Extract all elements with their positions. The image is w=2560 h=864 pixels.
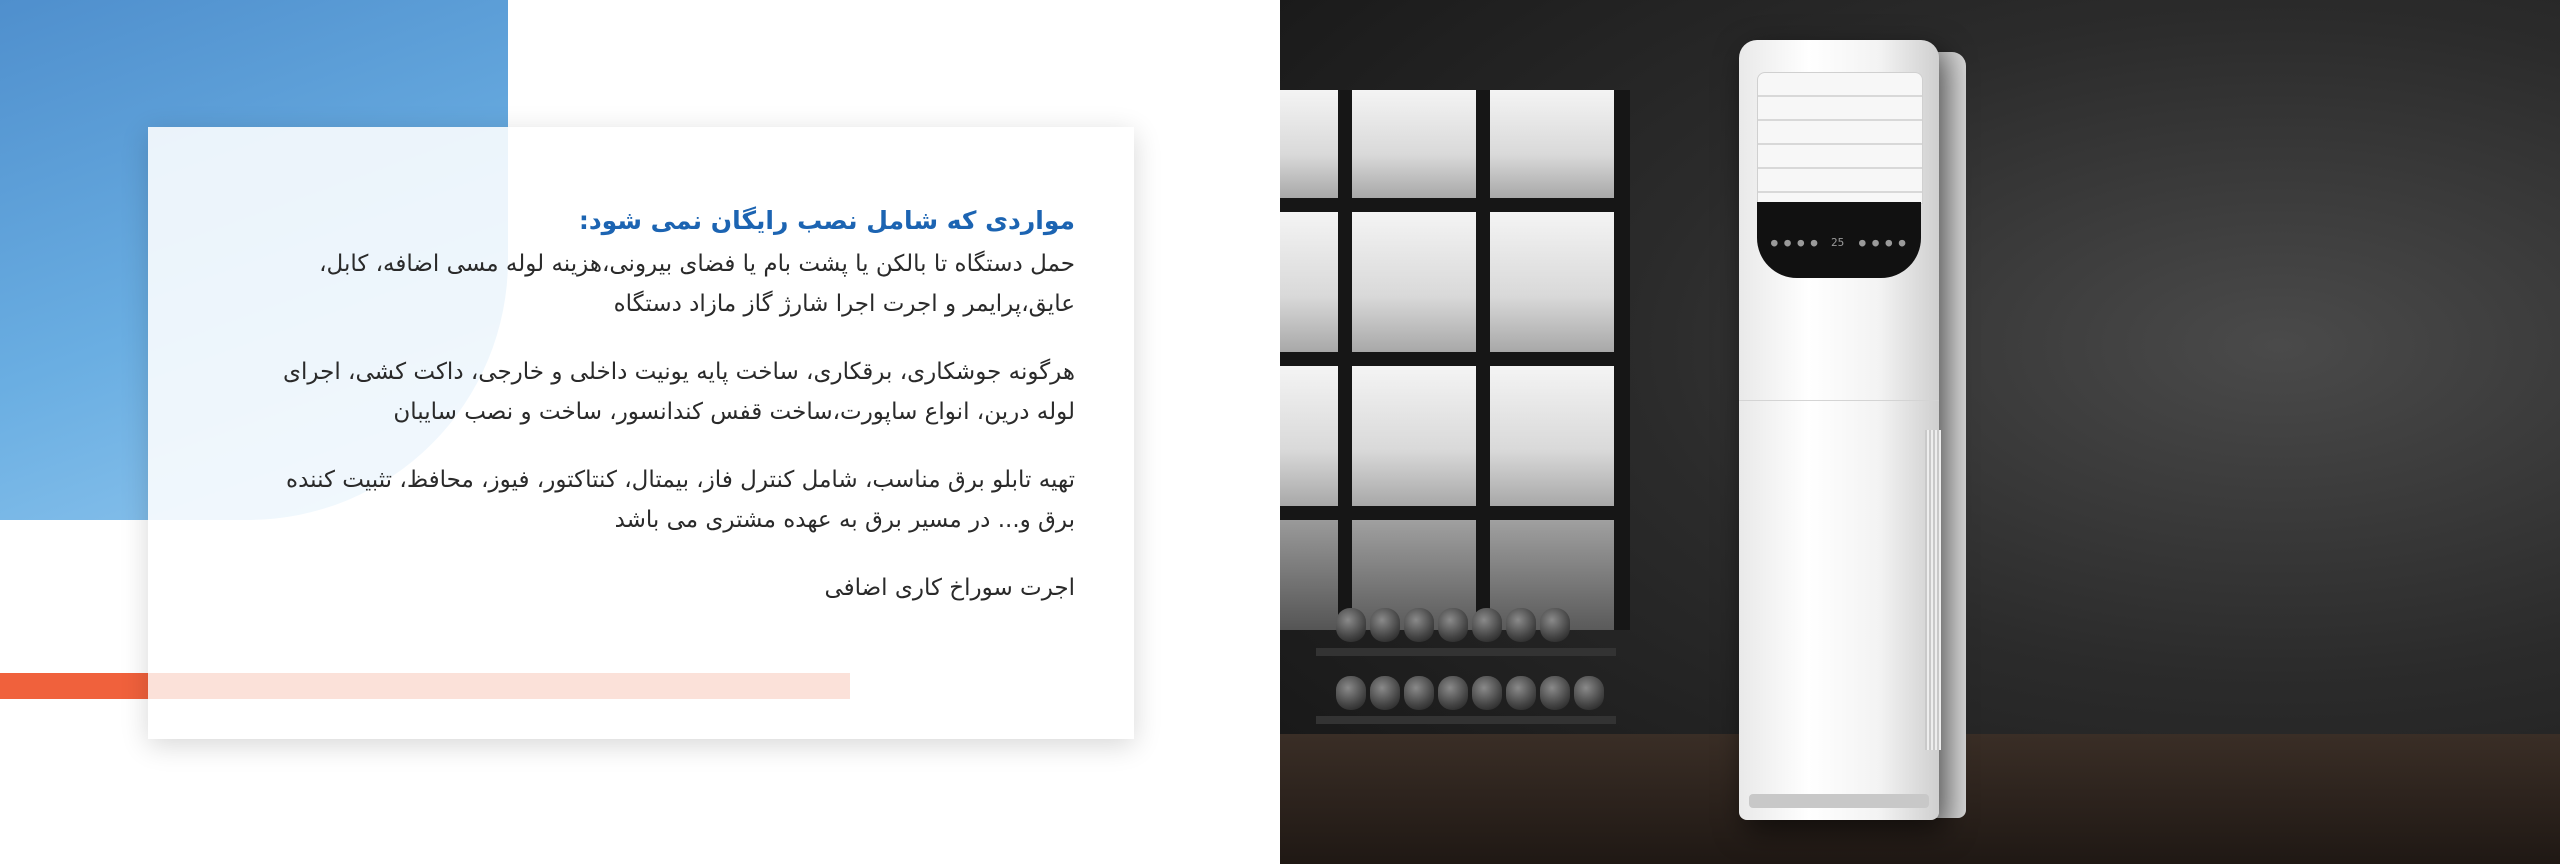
item-line: برق و... در مسیر برق به عهده مشتری می باشد [614,507,1075,533]
dumbbell [1438,676,1468,710]
temperature-display: 25 [1831,236,1845,249]
item-drilling [200,568,1075,608]
dumbbell [1336,608,1366,642]
item-line: هرگونه جوشکاری، برقکاری، ساخت پایه یونیت داخلی و خارجی، داکت کشی، اجرای [283,359,1075,385]
accent-red-bar [0,673,150,699]
dumbbell [1506,608,1536,642]
dumbbell [1540,676,1570,710]
floor-standing-ac-unit [1739,40,1939,820]
dumbbell [1506,676,1536,710]
ac-air-grille [1757,72,1923,204]
item-line: عایق،پرایمر و اجرت اجرا شارژ گاز مازاد دستگاه [613,291,1075,317]
dumbbell [1370,608,1400,642]
item-line: اجرت سوراخ کاری اضافی [824,575,1075,601]
dumbbell [1336,676,1366,710]
info-content [200,200,1075,608]
dumbbell [1574,676,1604,710]
ac-base [1749,794,1929,808]
item-transport [200,244,1075,324]
product-photo [1280,0,2560,864]
item-line: تهیه تابلو برق مناسب، شامل کنترل فاز، بیمتال، کنتاکتور، فیوز، محافظ، تثبیت کننده [286,467,1075,493]
item-welding [200,352,1075,432]
ac-control-panel [1757,202,1921,278]
dumbbell [1404,676,1434,710]
dumbbell [1472,608,1502,642]
dumbbell [1370,676,1400,710]
dumbbell [1540,608,1570,642]
item-line: حمل دستگاه تا بالکن یا پشت بام یا فضای بیرونی،هزینه لوله مسی اضافه، کابل، [319,251,1075,277]
dumbbell [1438,608,1468,642]
item-line: لوله درین، انواع ساپورت،ساخت قفس کندانسور، ساخت و نصب سایبان [393,399,1075,425]
indicator-lights-icon: ● ● ● ● [1859,236,1906,249]
ac-panel-seam [1739,400,1939,401]
dumbbell [1404,608,1434,642]
accent-pink-bar [148,673,850,699]
item-electrical-panel [200,460,1075,540]
window-frame [1280,90,1630,630]
dumbbell-rack [1316,600,1616,750]
dumbbell [1472,676,1502,710]
indicator-lights-icon: ● ● ● ● [1771,236,1818,249]
ac-side-vent [1925,430,1941,750]
section-heading: مواردی که شامل نصب رایگان نمی شود: [578,206,1075,235]
